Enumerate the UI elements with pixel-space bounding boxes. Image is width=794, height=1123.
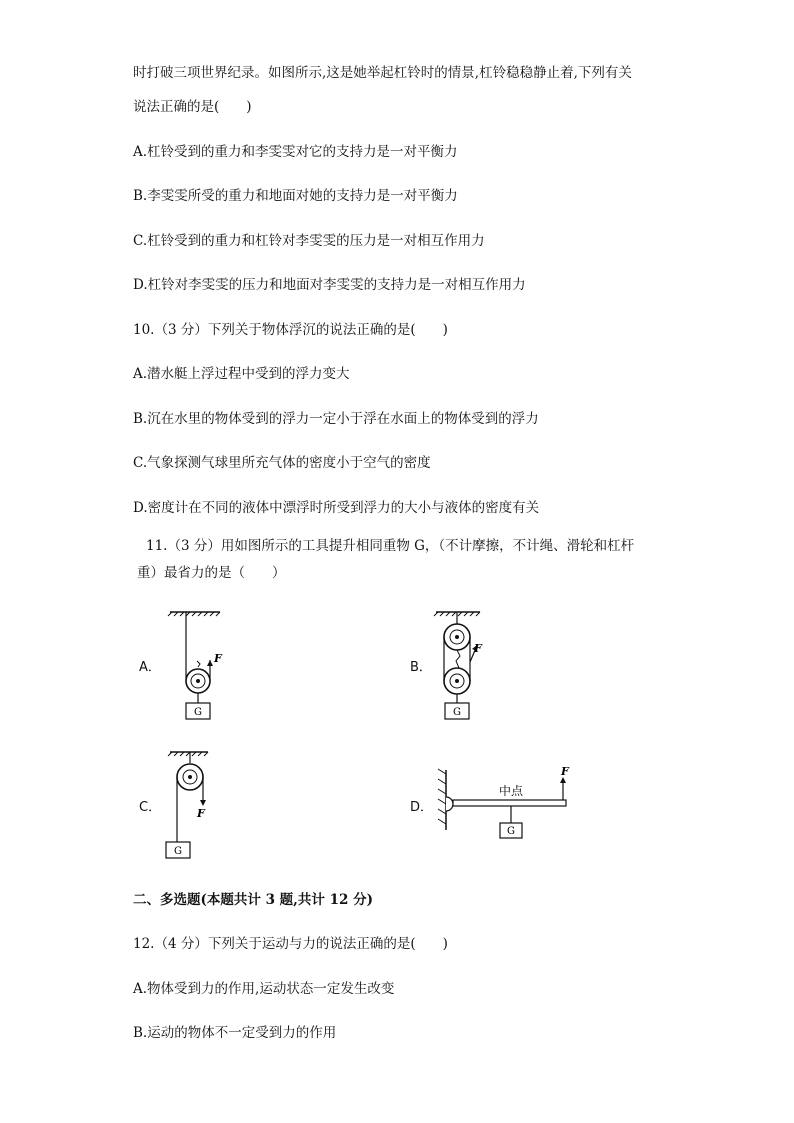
q11-stem-line-2: 重）最省力的是（ ） xyxy=(137,565,286,581)
q11-figure-label-d: D． xyxy=(410,800,434,815)
svg-text:G: G xyxy=(194,707,202,718)
q11-figure-label-b: B． xyxy=(410,660,432,675)
q12-option-b: B.运动的物体不一定受到力的作用 xyxy=(133,1025,337,1041)
q11-figure-label-c: C． xyxy=(139,800,162,815)
section-heading-multiple-choice: 二、多选题(本题共计 3 题,共计 12 分) xyxy=(133,892,373,908)
hinge-icon xyxy=(446,797,453,811)
force-arrow-icon xyxy=(200,800,206,806)
q10-option-d: D.密度计在不同的液体中漂浮时所受到浮力的大小与液体的密度有关 xyxy=(133,500,540,516)
svg-text:G: G xyxy=(453,707,461,718)
q9-option-a: A.杠铃受到的重力和李雯雯对它的支持力是一对平衡力 xyxy=(133,144,458,160)
svg-text:F: F xyxy=(214,652,222,665)
lever-bar xyxy=(453,800,566,806)
q9-option-b: B.李雯雯所受的重力和地面对她的支持力是一对平衡力 xyxy=(133,188,458,204)
svg-text:中点: 中点 xyxy=(498,784,524,798)
q10-option-c: C.气象探测气球里所充气体的密度小于空气的密度 xyxy=(133,455,431,471)
q11-figure-label-a: A． xyxy=(139,660,161,675)
svg-text:G: G xyxy=(174,846,182,857)
q9-option-c: C.杠铃受到的重力和杠铃对李雯雯的压力是一对相互作用力 xyxy=(133,233,485,249)
pulley-figure-b xyxy=(430,604,500,724)
q11-stem-line-1: 11.（3 分）用如图所示的工具提升相同重物 G，（不计摩擦，不计绳、滑轮和杠杆 xyxy=(146,538,635,554)
ceiling-hatch-icon xyxy=(168,612,220,616)
lever-figure-d xyxy=(430,764,580,844)
svg-text:F: F xyxy=(474,642,482,655)
q10-stem: 10.（3 分）下列关于物体浮沉的说法正确的是( ) xyxy=(133,322,448,338)
q12-stem: 12.（4 分）下列关于运动与力的说法正确的是( ) xyxy=(133,936,448,952)
svg-text:F: F xyxy=(197,807,205,820)
q9-stem-line-2: 说法正确的是( ) xyxy=(133,99,252,115)
q10-option-b: B.沉在水里的物体受到的浮力一定小于浮在水面上的物体受到的浮力 xyxy=(133,411,539,427)
q9-option-d: D.杠铃对李雯雯的压力和地面对李雯雯的支持力是一对相互作用力 xyxy=(133,277,526,293)
q9-stem-line-1: 时打破三项世界纪录。如图所示,这是她举起杠铃时的情景,杠铃稳稳静止着,下列有关 xyxy=(133,65,632,81)
pulley-figure-a xyxy=(160,604,260,724)
pulley-figure-c xyxy=(160,744,230,864)
ceiling-hatch-icon xyxy=(168,752,208,756)
q12-option-a: A.物体受到力的作用,运动状态一定发生改变 xyxy=(133,981,395,997)
q10-option-a: A.潜水艇上浮过程中受到的浮力变大 xyxy=(133,366,350,382)
force-arrow-icon xyxy=(207,660,213,666)
svg-text:G: G xyxy=(507,826,515,837)
wall-hatch-icon xyxy=(438,769,446,830)
svg-text:F: F xyxy=(561,765,569,778)
